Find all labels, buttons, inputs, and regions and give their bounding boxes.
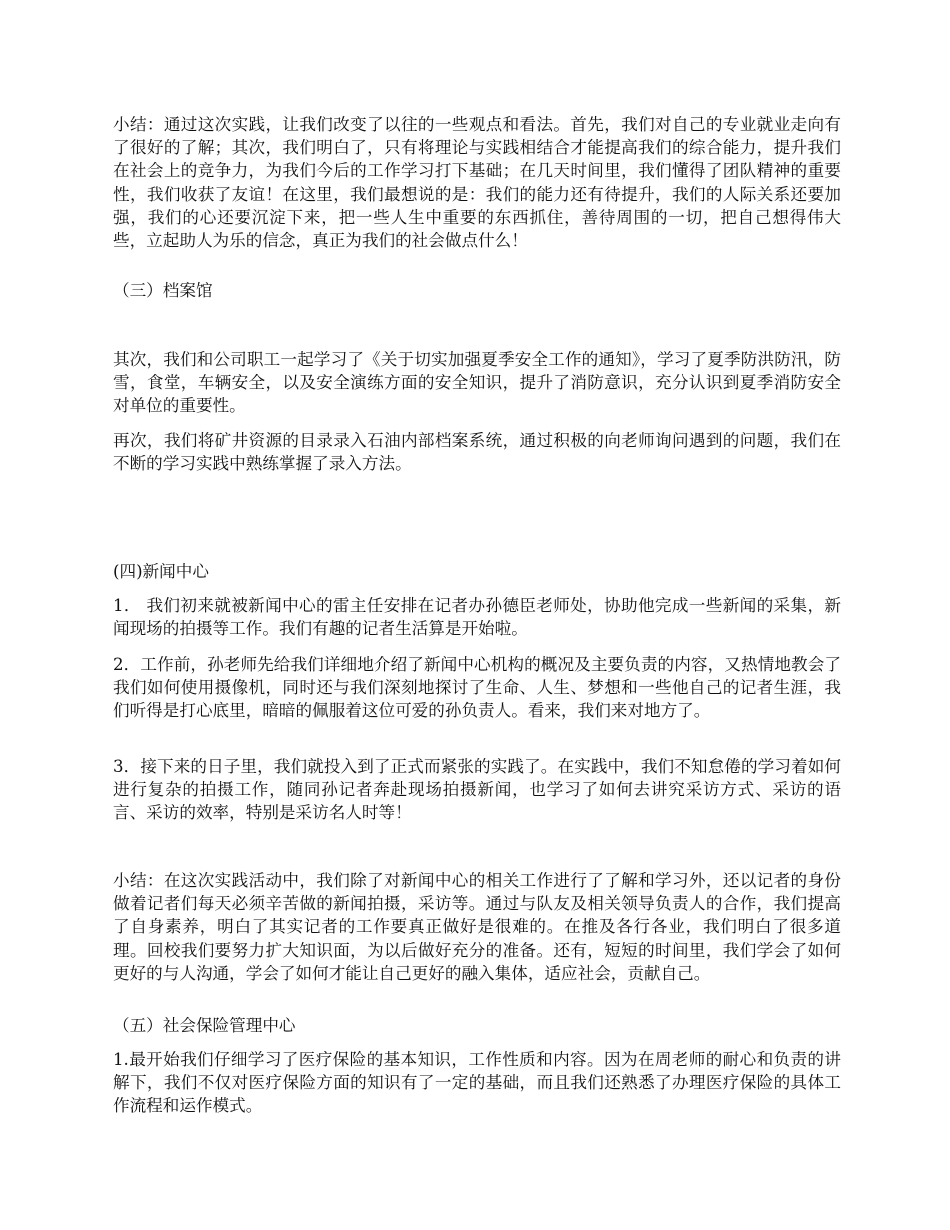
archive-paragraph-catalog-entry: 再次，我们将矿井资源的目录录入石油内部档案系统，通过积极的向老师询问遇到的问题，我们在不断的学习实践中熟练掌握了录入方法。 — [113, 431, 841, 474]
section-heading-archive: （三）档案馆 — [113, 281, 213, 300]
news-paragraph-2: 2．工作前，孙老师先给我们详细地介绍了新闻中心机构的概况及主要负责的内容，又热情地教会了我们如何使用摄像机，同时还与我们深刻地探讨了生命、人生、梦想和一些他自己的记者生涯，我们听得是打心底里，暗暗的佩服着这位可爱的孙负责人。看来，我们来对地方了。 — [113, 655, 841, 721]
summary-paragraph-news: 小结：在这次实践活动中，我们除了对新闻中心的相关工作进行了了解和学习外，还以记者的身份做着记者们每天必须辛苦做的新闻拍摄，采访等。通过与队友及相关领导负责人的合作，我们提高了自身素养，明白了其实记者的工作要真正做好是很难的。在推及各行各业，我们明白了很多道理。回校我们要努力扩大知识面，为以后做好充分的准备。还有，短短的时间里，我们学会了如何更好的与人沟通，学会了如何才能让自己更好的融入集体，适应社会，贡献自己。 — [113, 871, 841, 983]
archive-paragraph-safety-study: 其次，我们和公司职工一起学习了《关于切实加强夏季安全工作的通知》，学习了夏季防洪防汛，防雪，食堂，车辆安全，以及安全演练方面的安全知识，提升了消防意识，充分认识到夏季消防安全对单位的重要性。 — [113, 350, 841, 416]
section-heading-social-insurance: （五）社会保险管理中心 — [113, 1016, 296, 1035]
summary-paragraph-archive: 小结：通过这次实践，让我们改变了以往的一些观点和看法。首先，我们对自己的专业就业走向有了很好的了解；其次，我们明白了，只有将理论与实践相结合才能提高我们的综合能力，提升我们在社会上的竞争力，为我们今后的工作学习打下基础；在几天时间里，我们懂得了团队精神的重要性，我们收获了友谊！在这里，我们最想说的是：我们的能力还有待提升，我们的人际关系还要加强，我们的心还要沉淀下来，把一些人生中重要的东西抓住，善待周围的一切，把自己想得伟大些，立起助人为乐的信念，真正为我们的社会做点什么！ — [113, 115, 841, 251]
section-heading-news-center: (四)新闻中心 — [113, 562, 209, 581]
news-paragraph-3: 3．接下来的日子里，我们就投入到了正式而紧张的实践了。在实践中，我们不知怠倦的学习着如何进行复杂的拍摄工作，随同孙记者奔赴现场拍摄新闻，也学习了如何去讲究采访方式、采访的语言、采访的效率，特别是采访名人时等！ — [113, 757, 841, 823]
news-paragraph-1: 1． 我们初来就被新闻中心的雷主任安排在记者办孙德臣老师处，协助他完成一些新闻的采集，新闻现场的拍摄等工作。我们有趣的记者生活算是开始啦。 — [113, 596, 841, 639]
insurance-paragraph-1: 1.最开始我们仔细学习了医疗保险的基本知识，工作性质和内容。因为在周老师的耐心和负责的讲解下，我们不仅对医疗保险方面的知识有了一定的基础，而且我们还熟悉了办理医疗保险的具体工作流程和运作模式。 — [113, 1050, 841, 1116]
